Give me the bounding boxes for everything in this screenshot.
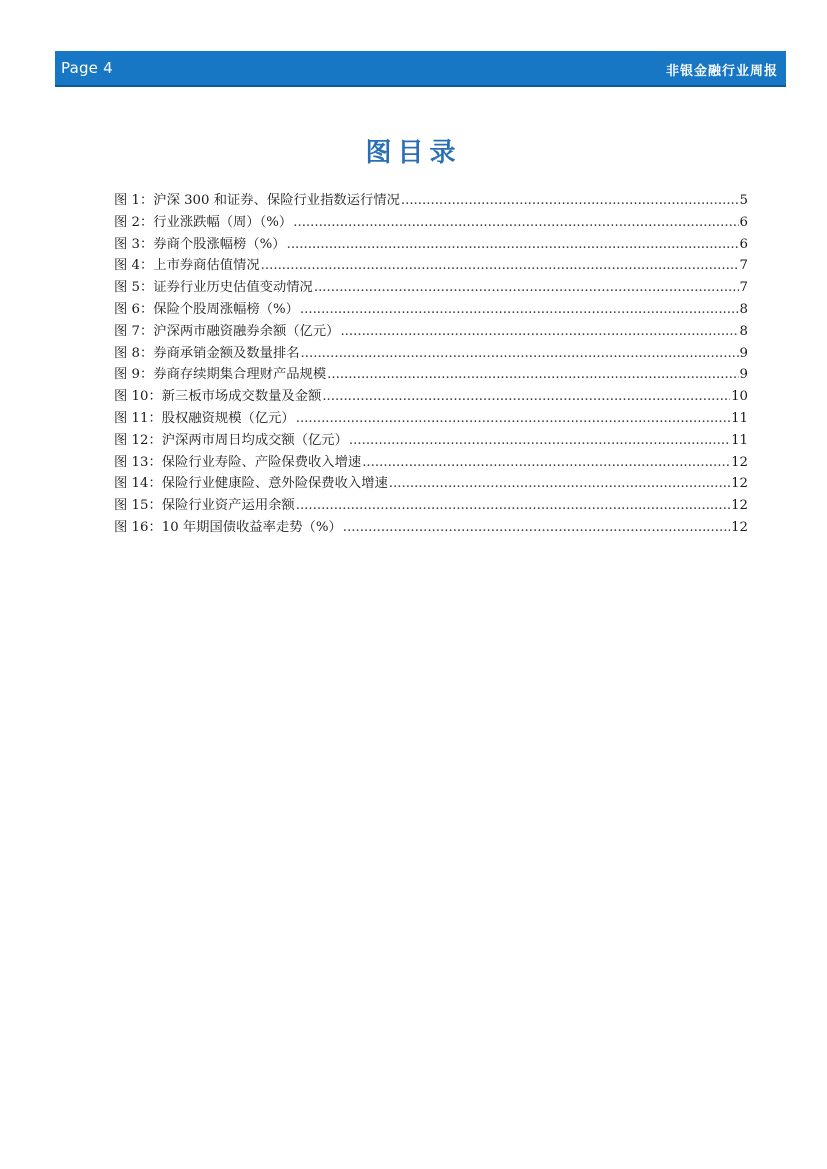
toc-entry[interactable]	[114, 495, 748, 517]
dot-leader	[300, 299, 739, 321]
toc-entry-page: 10	[731, 389, 748, 405]
toc-entry[interactable]	[114, 473, 748, 495]
dot-leader	[301, 343, 739, 365]
toc-entry-page: 7	[739, 258, 748, 274]
toc-entry-page: 12	[731, 454, 748, 470]
toc-entry-page: 8	[739, 301, 748, 317]
toc-entry-label: 图 4：上市券商估值情况	[114, 258, 260, 274]
dot-leader	[322, 386, 730, 408]
dot-leader	[296, 408, 730, 430]
toc-entry-page: 12	[731, 476, 748, 492]
toc-entry-page: 6	[739, 236, 748, 252]
toc-entry[interactable]	[114, 321, 748, 343]
toc-entry-label: 图 7：沪深两市融资融券余额（亿元）	[114, 323, 340, 339]
dot-leader	[327, 364, 738, 386]
toc-entry[interactable]	[114, 452, 748, 474]
toc-entry[interactable]	[114, 430, 748, 452]
toc-entry[interactable]	[114, 190, 748, 212]
toc-entry-label: 图 5：证券行业历史估值变动情况	[114, 280, 313, 296]
dot-leader	[340, 321, 738, 343]
toc-entry-page: 9	[739, 367, 748, 383]
toc-entry-label: 图 12：沪深两市周日均成交额（亿元）	[114, 432, 348, 448]
toc-entry-label: 图 16：10 年期国债收益率走势（%）	[114, 519, 342, 535]
toc-entry-page: 11	[731, 432, 748, 448]
toc-entry[interactable]	[114, 299, 748, 321]
figure-toc-list	[114, 190, 748, 539]
toc-entry-label: 图 1：沪深 300 和证券、保险行业指数运行情况	[114, 193, 400, 208]
toc-entry-page: 11	[731, 410, 748, 426]
toc-entry-page: 5	[739, 193, 748, 208]
toc-entry-page: 9	[739, 345, 748, 361]
dot-leader	[349, 430, 730, 452]
dot-leader	[362, 452, 730, 474]
dot-leader	[343, 517, 730, 539]
toc-entry-label: 图 2：行业涨跌幅（周）（%）	[114, 214, 293, 230]
toc-entry[interactable]	[114, 364, 748, 386]
toc-entry-page: 6	[739, 214, 748, 230]
toc-entry-label: 图 13：保险行业寿险、产险保费收入增速	[114, 454, 362, 470]
toc-entry-page: 7	[739, 280, 748, 296]
toc-entry-label: 图 11：股权融资规模（亿元）	[114, 410, 295, 426]
dot-leader	[296, 495, 730, 517]
page-number-label: Page 4	[61, 59, 113, 77]
dot-leader	[314, 277, 739, 299]
toc-entry-label: 图 15：保险行业资产运用余额	[114, 498, 295, 514]
toc-entry-label: 图 10：新三板市场成交数量及金额	[114, 389, 322, 405]
dot-leader	[401, 190, 739, 212]
toc-entry[interactable]	[114, 386, 748, 408]
header-bar	[55, 51, 786, 87]
toc-entry[interactable]	[114, 255, 748, 277]
report-title: 非银金融行业周报	[665, 64, 778, 79]
toc-entry-label: 图 6：保险个股周涨幅榜（%）	[114, 301, 299, 317]
toc-entry-label: 图 14：保险行业健康险、意外险保费收入增速	[114, 476, 388, 492]
toc-entry[interactable]	[114, 343, 748, 365]
dot-leader	[389, 473, 730, 495]
toc-entry-page: 8	[739, 323, 748, 339]
toc-entry-page: 12	[731, 519, 748, 535]
toc-entry-label: 图 3：券商个股涨幅榜（%）	[114, 236, 286, 252]
dot-leader	[287, 234, 739, 256]
toc-entry[interactable]	[114, 234, 748, 256]
toc-entry[interactable]	[114, 212, 748, 234]
toc-entry-label: 图 9：券商存续期集合理财产品规模	[114, 367, 327, 383]
toc-entry[interactable]	[114, 277, 748, 299]
toc-entry-page: 12	[731, 498, 748, 514]
dot-leader	[261, 255, 739, 277]
toc-entry-label: 图 8：券商承销金额及数量排名	[114, 345, 300, 361]
dot-leader	[293, 212, 738, 234]
toc-entry[interactable]	[114, 517, 748, 539]
toc-heading: 图目录	[365, 138, 462, 168]
toc-entry[interactable]	[114, 408, 748, 430]
